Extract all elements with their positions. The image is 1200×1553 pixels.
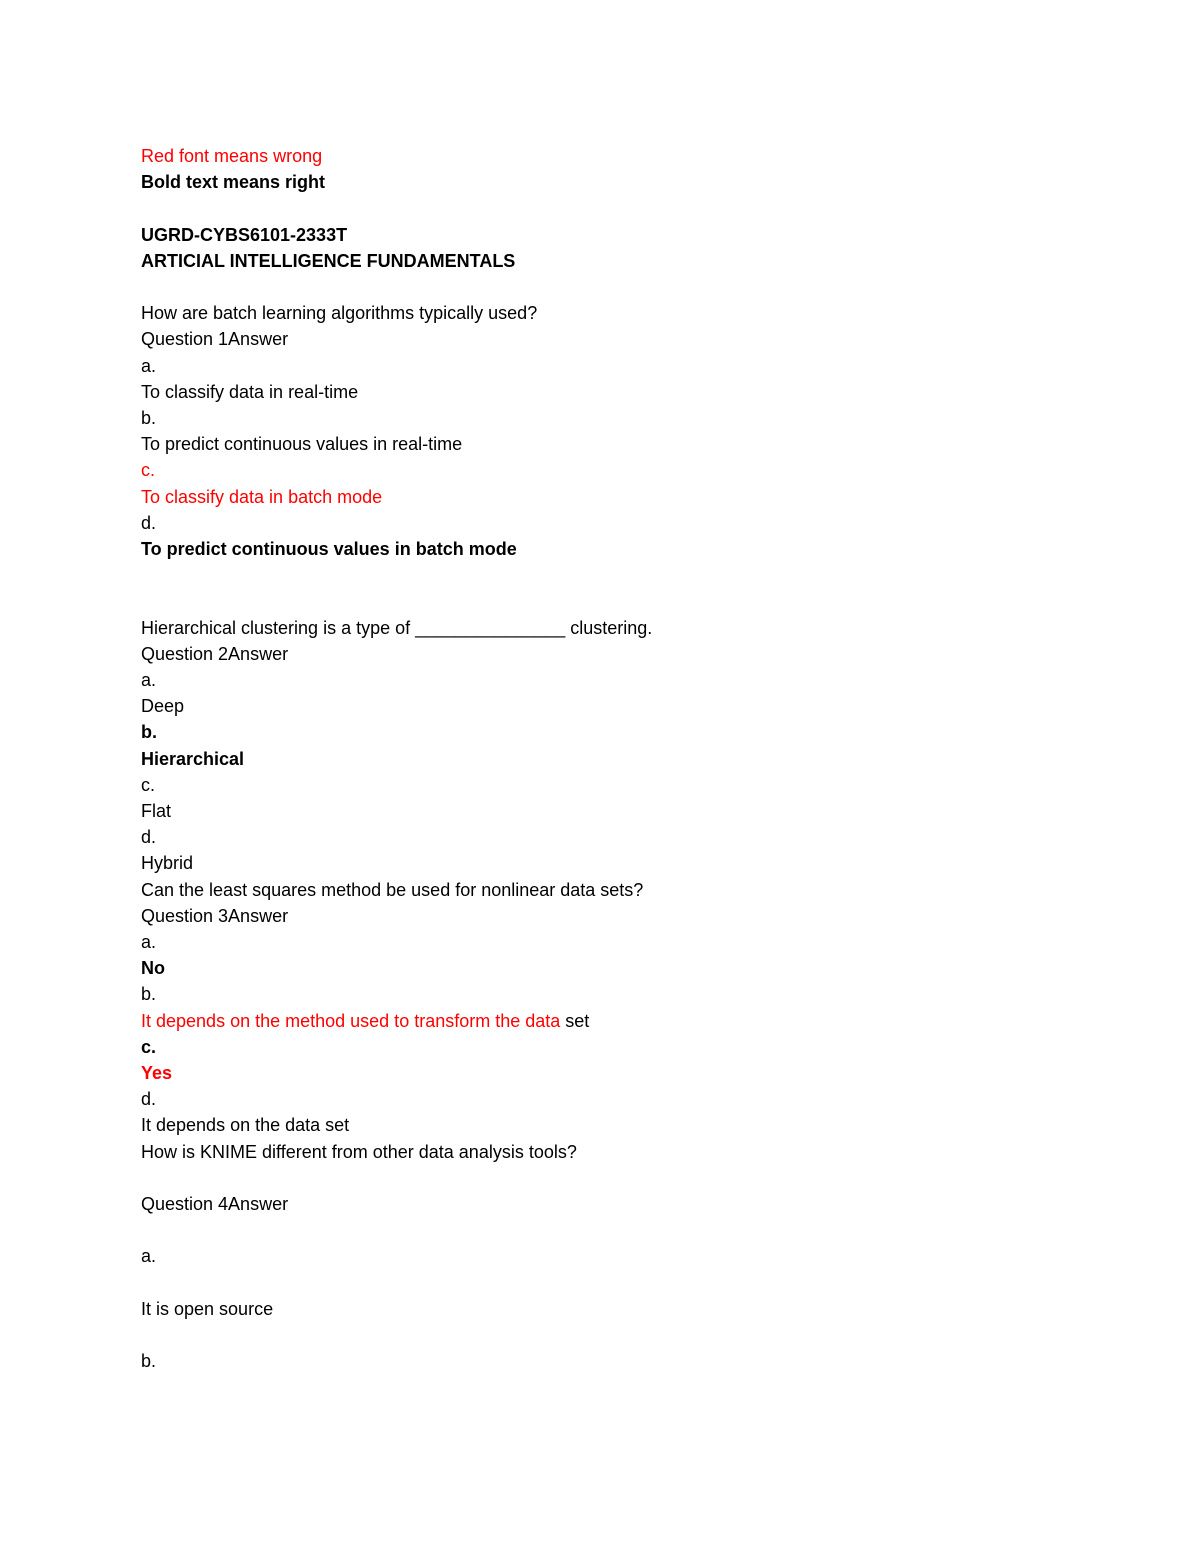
question-label: Question 2Answer (141, 643, 289, 664)
spacer (141, 588, 1041, 614)
question-2 (141, 615, 1041, 877)
option-text-wrong: It depends on the method used to transform the data (141, 1010, 561, 1031)
question-prompt: How is KNIME different from other data analysis tools? (141, 1141, 577, 1162)
option-letter-right: b. (141, 722, 157, 743)
legend-right-note: Bold text means right (141, 172, 326, 193)
option-letter: d. (141, 512, 157, 533)
option-text: To predict continuous values in real-time (141, 434, 463, 455)
option-text: To classify data in real-time (141, 381, 359, 402)
spacer (141, 274, 1041, 300)
question-3 (141, 877, 1041, 1139)
option-letter: c. (141, 774, 156, 795)
course-code: UGRD-CYBS6101-2333T (141, 224, 348, 245)
option-letter: b. (141, 408, 157, 428)
document-page (141, 143, 1041, 1374)
option-text-wrong: To classify data in batch mode (141, 486, 383, 507)
option-text: It is open source (141, 1298, 274, 1319)
legend-wrong-note: Red font means wrong (141, 146, 323, 166)
spacer (141, 1322, 1041, 1348)
option-text-tail: set (560, 1010, 590, 1031)
option-text: Hybrid (141, 853, 194, 874)
question-prompt: Hierarchical clustering is a type of _______________ clustering. (141, 617, 653, 638)
option-letter: a. (141, 670, 157, 690)
question-1 (141, 300, 1041, 562)
spacer (141, 1165, 1041, 1191)
option-text-wrong: Yes (141, 1063, 173, 1084)
option-text-right: To predict continuous values in batch mode (141, 539, 517, 560)
question-label: Question 3Answer (141, 905, 289, 926)
option-letter: a. (141, 1246, 157, 1267)
question-prompt: How are batch learning algorithms typically used? (141, 303, 538, 324)
question-label: Question 1Answer (141, 329, 289, 350)
option-letter: b. (141, 1351, 157, 1372)
option-letter: c. (141, 1036, 157, 1057)
option-letter: d. (141, 827, 157, 848)
option-letter-wrong: c. (141, 460, 156, 481)
question-4 (141, 1139, 1041, 1375)
option-text: It depends on the data set (141, 1115, 350, 1136)
spacer (141, 195, 1041, 221)
option-text-right: No (141, 958, 165, 979)
option-text: Flat (141, 801, 172, 822)
question-prompt: Can the least squares method be used for nonlinear data sets? (141, 879, 644, 900)
option-letter: a. (141, 355, 157, 376)
option-text-mixed (141, 1008, 1041, 1034)
option-letter: b. (141, 984, 157, 1005)
option-text: Deep (141, 696, 185, 717)
spacer (141, 562, 1041, 588)
option-text-right: Hierarchical (141, 748, 245, 769)
option-letter: a. (141, 932, 157, 953)
spacer (141, 1270, 1041, 1296)
question-label: Question 4Answer (141, 1194, 289, 1215)
course-title: ARTICIAL INTELLIGENCE FUNDAMENTALS (141, 250, 516, 271)
spacer (141, 1217, 1041, 1243)
option-letter: d. (141, 1089, 157, 1110)
